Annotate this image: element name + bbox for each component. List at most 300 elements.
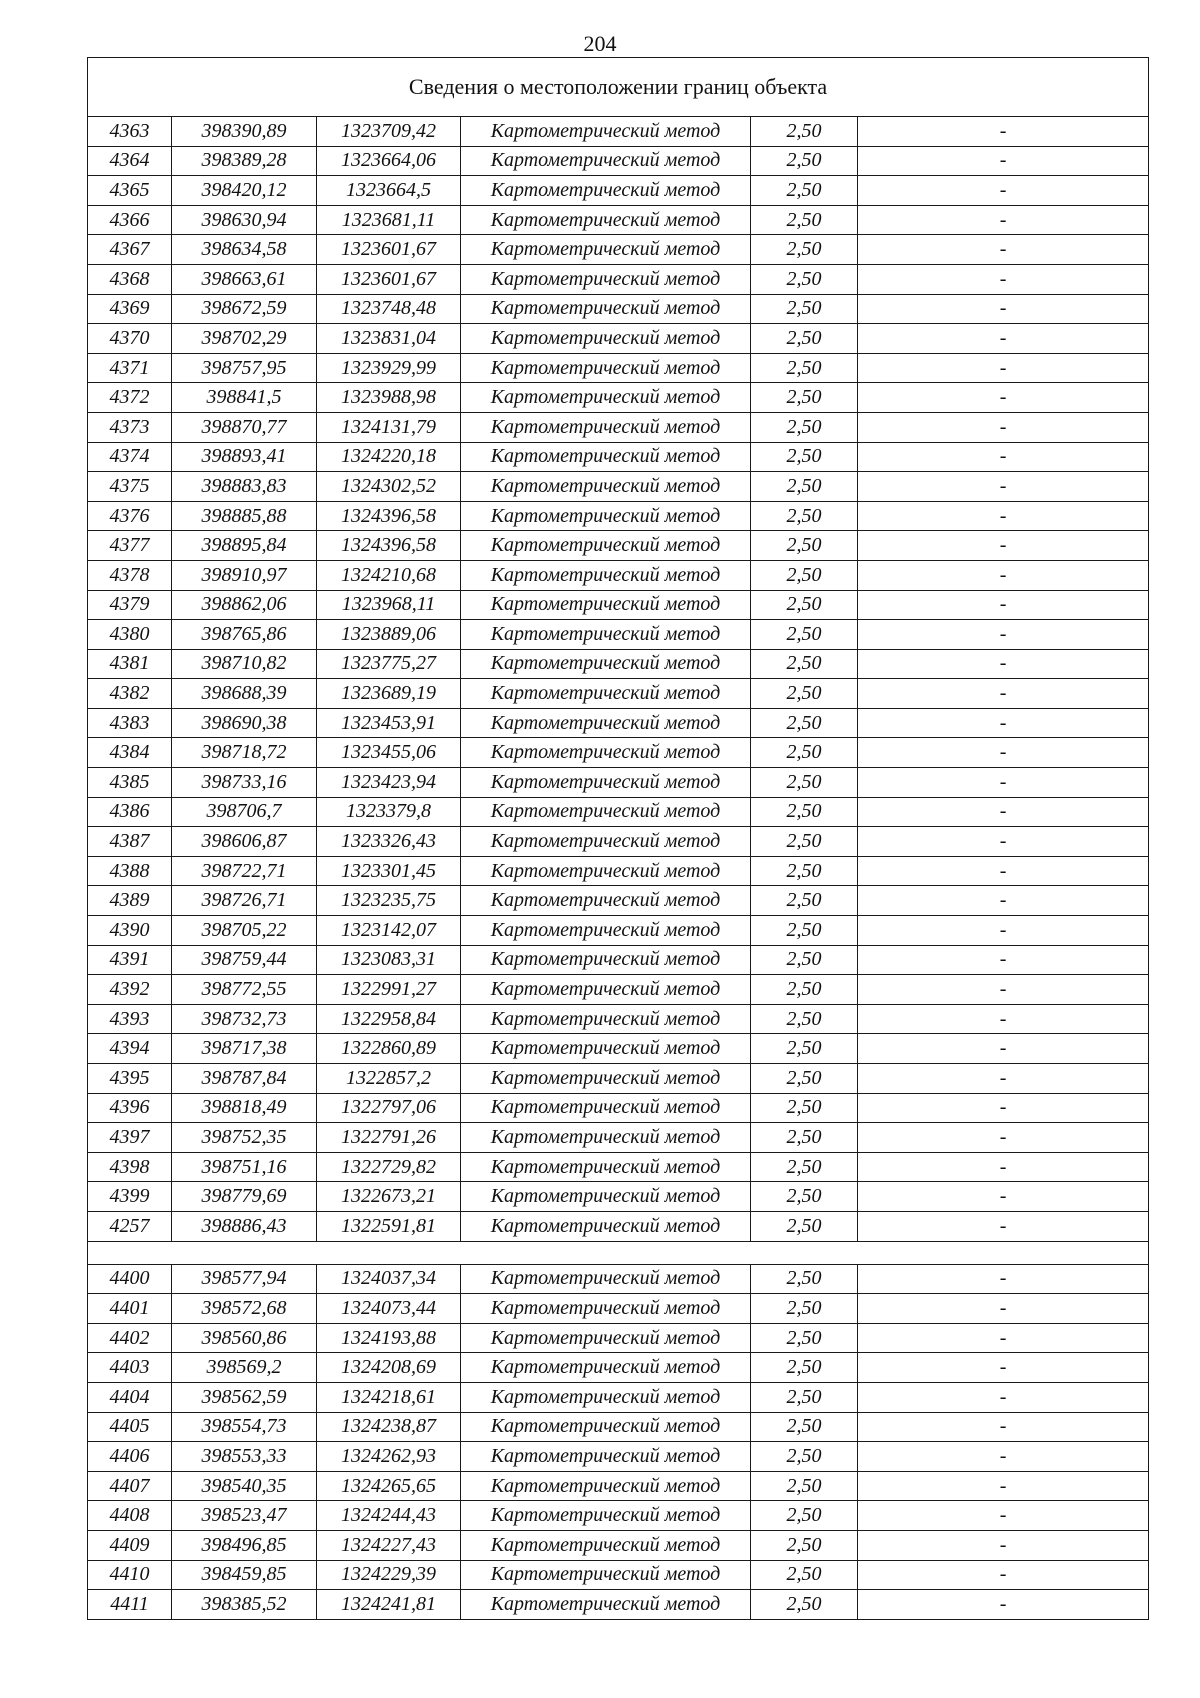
- accuracy-cell: 2,50: [751, 1182, 858, 1212]
- x-coordinate-cell: 398572,68: [172, 1294, 317, 1324]
- method-cell: Картометрический метод: [461, 1123, 751, 1153]
- y-coordinate-cell: 1323601,67: [317, 264, 461, 294]
- x-coordinate-cell: 398389,28: [172, 146, 317, 176]
- accuracy-cell: 2,50: [751, 412, 858, 442]
- point-number-cell: 4402: [88, 1323, 172, 1353]
- accuracy-cell: 2,50: [751, 797, 858, 827]
- point-number-cell: 4386: [88, 797, 172, 827]
- note-cell: -: [858, 560, 1149, 590]
- table-row: [88, 1442, 1149, 1472]
- x-coordinate-cell: 398787,84: [172, 1064, 317, 1094]
- method-cell: Картометрический метод: [461, 1530, 751, 1560]
- x-coordinate-cell: 398560,86: [172, 1323, 317, 1353]
- note-cell: -: [858, 649, 1149, 679]
- accuracy-cell: 2,50: [751, 501, 858, 531]
- accuracy-cell: 2,50: [751, 1064, 858, 1094]
- y-coordinate-cell: 1324208,69: [317, 1353, 461, 1383]
- method-cell: Картометрический метод: [461, 1442, 751, 1472]
- y-coordinate-cell: 1323748,48: [317, 294, 461, 324]
- accuracy-cell: 2,50: [751, 1294, 858, 1324]
- accuracy-cell: 2,50: [751, 1501, 858, 1531]
- accuracy-cell: 2,50: [751, 620, 858, 650]
- y-coordinate-cell: 1324037,34: [317, 1264, 461, 1294]
- x-coordinate-cell: 398718,72: [172, 738, 317, 768]
- x-coordinate-cell: 398717,38: [172, 1034, 317, 1064]
- method-cell: Картометрический метод: [461, 1093, 751, 1123]
- x-coordinate-cell: 398577,94: [172, 1264, 317, 1294]
- y-coordinate-cell: 1323301,45: [317, 856, 461, 886]
- point-number-cell: 4401: [88, 1294, 172, 1324]
- point-number-cell: 4403: [88, 1353, 172, 1383]
- accuracy-cell: 2,50: [751, 679, 858, 709]
- note-cell: -: [858, 1323, 1149, 1353]
- y-coordinate-cell: 1324131,79: [317, 412, 461, 442]
- note-cell: -: [858, 442, 1149, 472]
- table-row: [88, 176, 1149, 206]
- y-coordinate-cell: 1323968,11: [317, 590, 461, 620]
- x-coordinate-cell: 398705,22: [172, 916, 317, 946]
- accuracy-cell: 2,50: [751, 472, 858, 502]
- accuracy-cell: 2,50: [751, 945, 858, 975]
- x-coordinate-cell: 398459,85: [172, 1560, 317, 1590]
- table-row: [88, 975, 1149, 1005]
- y-coordinate-cell: 1322673,21: [317, 1182, 461, 1212]
- table-row: [88, 353, 1149, 383]
- y-coordinate-cell: 1324210,68: [317, 560, 461, 590]
- table-row: [88, 708, 1149, 738]
- y-coordinate-cell: 1322857,2: [317, 1064, 461, 1094]
- note-cell: -: [858, 383, 1149, 413]
- point-number-cell: 4372: [88, 383, 172, 413]
- table-row: [88, 442, 1149, 472]
- table-row: [88, 1123, 1149, 1153]
- accuracy-cell: 2,50: [751, 1152, 858, 1182]
- accuracy-cell: 2,50: [751, 708, 858, 738]
- separator-cell: [88, 1241, 1149, 1264]
- table-row: [88, 472, 1149, 502]
- accuracy-cell: 2,50: [751, 146, 858, 176]
- point-number-cell: 4391: [88, 945, 172, 975]
- y-coordinate-cell: 1324244,43: [317, 1501, 461, 1531]
- method-cell: Картометрический метод: [461, 945, 751, 975]
- point-number-cell: 4410: [88, 1560, 172, 1590]
- point-number-cell: 4400: [88, 1264, 172, 1294]
- method-cell: Картометрический метод: [461, 1471, 751, 1501]
- table-header-row: [88, 58, 1149, 117]
- point-number-cell: 4389: [88, 886, 172, 916]
- point-number-cell: 4404: [88, 1382, 172, 1412]
- accuracy-cell: 2,50: [751, 1093, 858, 1123]
- table-row: [88, 738, 1149, 768]
- table-row: [88, 324, 1149, 354]
- method-cell: Картометрический метод: [461, 1264, 751, 1294]
- point-number-cell: 4399: [88, 1182, 172, 1212]
- table-row: [88, 117, 1149, 147]
- point-number-cell: 4369: [88, 294, 172, 324]
- note-cell: -: [858, 472, 1149, 502]
- point-number-cell: 4385: [88, 768, 172, 798]
- accuracy-cell: 2,50: [751, 1590, 858, 1620]
- table-row: [88, 560, 1149, 590]
- note-cell: -: [858, 176, 1149, 206]
- table-row: [88, 1382, 1149, 1412]
- x-coordinate-cell: 398688,39: [172, 679, 317, 709]
- y-coordinate-cell: 1323423,94: [317, 768, 461, 798]
- table-row: [88, 768, 1149, 798]
- method-cell: Картометрический метод: [461, 176, 751, 206]
- y-coordinate-cell: 1323235,75: [317, 886, 461, 916]
- note-cell: -: [858, 975, 1149, 1005]
- accuracy-cell: 2,50: [751, 1530, 858, 1560]
- y-coordinate-cell: 1323453,91: [317, 708, 461, 738]
- note-cell: -: [858, 590, 1149, 620]
- method-cell: Картометрический метод: [461, 1004, 751, 1034]
- accuracy-cell: 2,50: [751, 353, 858, 383]
- x-coordinate-cell: 398751,16: [172, 1152, 317, 1182]
- y-coordinate-cell: 1324073,44: [317, 1294, 461, 1324]
- x-coordinate-cell: 398606,87: [172, 827, 317, 857]
- note-cell: -: [858, 1590, 1149, 1620]
- accuracy-cell: 2,50: [751, 768, 858, 798]
- point-number-cell: 4374: [88, 442, 172, 472]
- x-coordinate-cell: 398895,84: [172, 531, 317, 561]
- method-cell: Картометрический метод: [461, 886, 751, 916]
- point-number-cell: 4371: [88, 353, 172, 383]
- point-number-cell: 4376: [88, 501, 172, 531]
- y-coordinate-cell: 1324396,58: [317, 531, 461, 561]
- point-number-cell: 4397: [88, 1123, 172, 1153]
- method-cell: Картометрический метод: [461, 353, 751, 383]
- note-cell: -: [858, 531, 1149, 561]
- x-coordinate-cell: 398910,97: [172, 560, 317, 590]
- x-coordinate-cell: 398706,7: [172, 797, 317, 827]
- x-coordinate-cell: 398420,12: [172, 176, 317, 206]
- point-number-cell: 4387: [88, 827, 172, 857]
- note-cell: -: [858, 738, 1149, 768]
- note-cell: -: [858, 324, 1149, 354]
- method-cell: Картометрический метод: [461, 916, 751, 946]
- accuracy-cell: 2,50: [751, 264, 858, 294]
- accuracy-cell: 2,50: [751, 235, 858, 265]
- x-coordinate-cell: 398862,06: [172, 590, 317, 620]
- accuracy-cell: 2,50: [751, 590, 858, 620]
- note-cell: -: [858, 1123, 1149, 1153]
- y-coordinate-cell: 1323326,43: [317, 827, 461, 857]
- point-number-cell: 4384: [88, 738, 172, 768]
- y-coordinate-cell: 1323831,04: [317, 324, 461, 354]
- accuracy-cell: 2,50: [751, 1560, 858, 1590]
- x-coordinate-cell: 398885,88: [172, 501, 317, 531]
- note-cell: -: [858, 1034, 1149, 1064]
- method-cell: Картометрический метод: [461, 412, 751, 442]
- method-cell: Картометрический метод: [461, 590, 751, 620]
- note-cell: -: [858, 679, 1149, 709]
- note-cell: -: [858, 1382, 1149, 1412]
- accuracy-cell: 2,50: [751, 1353, 858, 1383]
- y-coordinate-cell: 1323083,31: [317, 945, 461, 975]
- point-number-cell: 4405: [88, 1412, 172, 1442]
- accuracy-cell: 2,50: [751, 827, 858, 857]
- point-number-cell: 4411: [88, 1590, 172, 1620]
- y-coordinate-cell: 1322860,89: [317, 1034, 461, 1064]
- x-coordinate-cell: 398663,61: [172, 264, 317, 294]
- table-row: [88, 620, 1149, 650]
- point-number-cell: 4381: [88, 649, 172, 679]
- table-row: [88, 146, 1149, 176]
- x-coordinate-cell: 398562,59: [172, 1382, 317, 1412]
- point-number-cell: 4395: [88, 1064, 172, 1094]
- note-cell: -: [858, 886, 1149, 916]
- point-number-cell: 4377: [88, 531, 172, 561]
- point-number-cell: 4382: [88, 679, 172, 709]
- y-coordinate-cell: 1322791,26: [317, 1123, 461, 1153]
- method-cell: Картометрический метод: [461, 1211, 751, 1241]
- x-coordinate-cell: 398722,71: [172, 856, 317, 886]
- x-coordinate-cell: 398759,44: [172, 945, 317, 975]
- x-coordinate-cell: 398752,35: [172, 1123, 317, 1153]
- y-coordinate-cell: 1324262,93: [317, 1442, 461, 1472]
- accuracy-cell: 2,50: [751, 1471, 858, 1501]
- point-number-cell: 4373: [88, 412, 172, 442]
- method-cell: Картометрический метод: [461, 560, 751, 590]
- accuracy-cell: 2,50: [751, 1004, 858, 1034]
- accuracy-cell: 2,50: [751, 383, 858, 413]
- table-row: [88, 679, 1149, 709]
- y-coordinate-cell: 1324193,88: [317, 1323, 461, 1353]
- point-number-cell: 4378: [88, 560, 172, 590]
- note-cell: -: [858, 1294, 1149, 1324]
- note-cell: -: [858, 1353, 1149, 1383]
- note-cell: -: [858, 708, 1149, 738]
- y-coordinate-cell: 1324227,43: [317, 1530, 461, 1560]
- note-cell: -: [858, 1471, 1149, 1501]
- method-cell: Картометрический метод: [461, 649, 751, 679]
- method-cell: Картометрический метод: [461, 324, 751, 354]
- note-cell: -: [858, 827, 1149, 857]
- accuracy-cell: 2,50: [751, 176, 858, 206]
- method-cell: Картометрический метод: [461, 146, 751, 176]
- table-row: [88, 1152, 1149, 1182]
- note-cell: -: [858, 1093, 1149, 1123]
- point-number-cell: 4409: [88, 1530, 172, 1560]
- method-cell: Картометрический метод: [461, 1412, 751, 1442]
- note-cell: -: [858, 1530, 1149, 1560]
- y-coordinate-cell: 1323988,98: [317, 383, 461, 413]
- page-number: 204: [583, 31, 617, 56]
- y-coordinate-cell: 1323379,8: [317, 797, 461, 827]
- method-cell: Картометрический метод: [461, 472, 751, 502]
- x-coordinate-cell: 398893,41: [172, 442, 317, 472]
- x-coordinate-cell: 398757,95: [172, 353, 317, 383]
- x-coordinate-cell: 398870,77: [172, 412, 317, 442]
- y-coordinate-cell: 1324220,18: [317, 442, 461, 472]
- note-cell: -: [858, 353, 1149, 383]
- table-row: [88, 1264, 1149, 1294]
- note-cell: -: [858, 916, 1149, 946]
- accuracy-cell: 2,50: [751, 1123, 858, 1153]
- table-row: [88, 886, 1149, 916]
- y-coordinate-cell: 1323664,06: [317, 146, 461, 176]
- y-coordinate-cell: 1322958,84: [317, 1004, 461, 1034]
- method-cell: Картометрический метод: [461, 708, 751, 738]
- x-coordinate-cell: 398726,71: [172, 886, 317, 916]
- note-cell: -: [858, 117, 1149, 147]
- x-coordinate-cell: 398553,33: [172, 1442, 317, 1472]
- accuracy-cell: 2,50: [751, 324, 858, 354]
- method-cell: Картометрический метод: [461, 1034, 751, 1064]
- method-cell: Картометрический метод: [461, 264, 751, 294]
- x-coordinate-cell: 398496,85: [172, 1530, 317, 1560]
- table-row: [88, 1471, 1149, 1501]
- y-coordinate-cell: 1324241,81: [317, 1590, 461, 1620]
- point-number-cell: 4388: [88, 856, 172, 886]
- point-number-cell: 4375: [88, 472, 172, 502]
- table-row: [88, 856, 1149, 886]
- contour-separator-row: [88, 1241, 1149, 1264]
- point-number-cell: 4365: [88, 176, 172, 206]
- y-coordinate-cell: 1324396,58: [317, 501, 461, 531]
- x-coordinate-cell: 398672,59: [172, 294, 317, 324]
- table-row: [88, 1294, 1149, 1324]
- accuracy-cell: 2,50: [751, 531, 858, 561]
- method-cell: Картометрический метод: [461, 531, 751, 561]
- method-cell: Картометрический метод: [461, 768, 751, 798]
- table-row: [88, 1064, 1149, 1094]
- table-row: [88, 264, 1149, 294]
- table-row: [88, 501, 1149, 531]
- note-cell: -: [858, 1211, 1149, 1241]
- point-number-cell: 4408: [88, 1501, 172, 1531]
- accuracy-cell: 2,50: [751, 205, 858, 235]
- x-coordinate-cell: 398710,82: [172, 649, 317, 679]
- method-cell: Картометрический метод: [461, 501, 751, 531]
- x-coordinate-cell: 398569,2: [172, 1353, 317, 1383]
- table-row: [88, 1323, 1149, 1353]
- table-row: [88, 1211, 1149, 1241]
- point-number-cell: 4390: [88, 916, 172, 946]
- accuracy-cell: 2,50: [751, 560, 858, 590]
- point-number-cell: 4392: [88, 975, 172, 1005]
- table-row: [88, 235, 1149, 265]
- note-cell: -: [858, 146, 1149, 176]
- accuracy-cell: 2,50: [751, 856, 858, 886]
- accuracy-cell: 2,50: [751, 738, 858, 768]
- note-cell: -: [858, 856, 1149, 886]
- y-coordinate-cell: 1322729,82: [317, 1152, 461, 1182]
- method-cell: Картометрический метод: [461, 738, 751, 768]
- method-cell: Картометрический метод: [461, 205, 751, 235]
- table-row: [88, 1034, 1149, 1064]
- method-cell: Картометрический метод: [461, 975, 751, 1005]
- y-coordinate-cell: 1323889,06: [317, 620, 461, 650]
- point-number-cell: 4393: [88, 1004, 172, 1034]
- point-number-cell: 4363: [88, 117, 172, 147]
- method-cell: Картометрический метод: [461, 1294, 751, 1324]
- x-coordinate-cell: 398883,83: [172, 472, 317, 502]
- y-coordinate-cell: 1324238,87: [317, 1412, 461, 1442]
- y-coordinate-cell: 1324229,39: [317, 1560, 461, 1590]
- x-coordinate-cell: 398818,49: [172, 1093, 317, 1123]
- accuracy-cell: 2,50: [751, 649, 858, 679]
- y-coordinate-cell: 1323709,42: [317, 117, 461, 147]
- x-coordinate-cell: 398690,38: [172, 708, 317, 738]
- table-row: [88, 1590, 1149, 1620]
- accuracy-cell: 2,50: [751, 1382, 858, 1412]
- accuracy-cell: 2,50: [751, 1442, 858, 1472]
- x-coordinate-cell: 398702,29: [172, 324, 317, 354]
- point-number-cell: 4394: [88, 1034, 172, 1064]
- table-row: [88, 797, 1149, 827]
- x-coordinate-cell: 398732,73: [172, 1004, 317, 1034]
- point-number-cell: 4379: [88, 590, 172, 620]
- table-row: [88, 1093, 1149, 1123]
- table-row: [88, 1353, 1149, 1383]
- note-cell: -: [858, 1182, 1149, 1212]
- x-coordinate-cell: 398733,16: [172, 768, 317, 798]
- boundary-coordinates-table: [87, 57, 1149, 1620]
- y-coordinate-cell: 1323775,27: [317, 649, 461, 679]
- note-cell: -: [858, 1064, 1149, 1094]
- x-coordinate-cell: 398540,35: [172, 1471, 317, 1501]
- method-cell: Картометрический метод: [461, 679, 751, 709]
- method-cell: Картометрический метод: [461, 856, 751, 886]
- point-number-cell: 4383: [88, 708, 172, 738]
- x-coordinate-cell: 398634,58: [172, 235, 317, 265]
- method-cell: Картометрический метод: [461, 1323, 751, 1353]
- method-cell: Картометрический метод: [461, 294, 751, 324]
- accuracy-cell: 2,50: [751, 1412, 858, 1442]
- method-cell: Картометрический метод: [461, 1560, 751, 1590]
- table-row: [88, 1412, 1149, 1442]
- note-cell: -: [858, 1264, 1149, 1294]
- table-row: [88, 294, 1149, 324]
- x-coordinate-cell: 398772,55: [172, 975, 317, 1005]
- accuracy-cell: 2,50: [751, 117, 858, 147]
- x-coordinate-cell: 398886,43: [172, 1211, 317, 1241]
- note-cell: -: [858, 264, 1149, 294]
- point-number-cell: 4364: [88, 146, 172, 176]
- accuracy-cell: 2,50: [751, 1211, 858, 1241]
- note-cell: -: [858, 501, 1149, 531]
- point-number-cell: 4407: [88, 1471, 172, 1501]
- method-cell: Картометрический метод: [461, 442, 751, 472]
- table-row: [88, 1501, 1149, 1531]
- table-row: [88, 827, 1149, 857]
- note-cell: -: [858, 1004, 1149, 1034]
- x-coordinate-cell: 398630,94: [172, 205, 317, 235]
- y-coordinate-cell: 1324302,52: [317, 472, 461, 502]
- y-coordinate-cell: 1323601,67: [317, 235, 461, 265]
- method-cell: Картометрический метод: [461, 1501, 751, 1531]
- y-coordinate-cell: 1323689,19: [317, 679, 461, 709]
- note-cell: -: [858, 412, 1149, 442]
- table-title: Сведения о местоположении границ объекта: [88, 58, 1149, 117]
- point-number-cell: 4398: [88, 1152, 172, 1182]
- table-row: [88, 205, 1149, 235]
- method-cell: Картометрический метод: [461, 117, 751, 147]
- x-coordinate-cell: 398765,86: [172, 620, 317, 650]
- method-cell: Картометрический метод: [461, 1064, 751, 1094]
- method-cell: Картометрический метод: [461, 1353, 751, 1383]
- note-cell: -: [858, 1442, 1149, 1472]
- method-cell: Картометрический метод: [461, 620, 751, 650]
- note-cell: -: [858, 205, 1149, 235]
- table-row: [88, 590, 1149, 620]
- method-cell: Картометрический метод: [461, 827, 751, 857]
- note-cell: -: [858, 1412, 1149, 1442]
- x-coordinate-cell: 398390,89: [172, 117, 317, 147]
- method-cell: Картометрический метод: [461, 1182, 751, 1212]
